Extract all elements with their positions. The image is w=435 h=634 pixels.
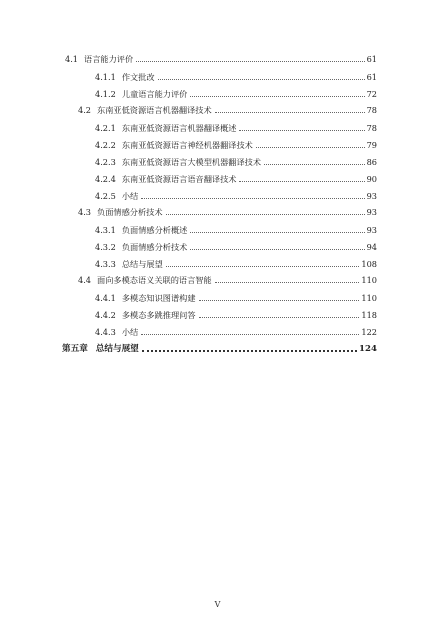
- toc-entry-page: 93: [366, 225, 377, 235]
- toc-entry-title: 东南亚低资源语言语音翻译技术: [121, 174, 237, 184]
- toc-leader-dots: [239, 129, 364, 131]
- toc-entry-number: 4.2.1: [95, 123, 116, 133]
- toc-entry-page: 61: [366, 54, 377, 64]
- toc-entry-4-3[interactable]: [78, 203, 377, 217]
- toc-entry-page: 72: [366, 89, 377, 99]
- toc-entry-page: 78: [366, 123, 377, 133]
- toc-leader-dots: [190, 248, 364, 250]
- toc-entry-title: 小结: [121, 327, 139, 337]
- toc-entry-number: 4.2.4: [95, 174, 116, 184]
- toc-leader-dots: [158, 78, 365, 80]
- toc-entry-4-2-4[interactable]: [95, 170, 377, 184]
- toc-entry-page: 122: [361, 327, 377, 337]
- toc-leader-dots: [199, 299, 360, 301]
- toc-entry-page: 86: [366, 157, 377, 167]
- toc-entry-number: 4.3.1: [95, 225, 116, 235]
- toc-entry-number: 4.1.2: [95, 89, 116, 99]
- toc-entry-chapter-5[interactable]: [62, 340, 377, 354]
- toc-entry-4-3-1[interactable]: [95, 221, 377, 235]
- toc-entry-page: 124: [359, 344, 377, 354]
- toc-leader-dots: [199, 316, 360, 318]
- toc-entry-title: 作文批改: [121, 72, 155, 82]
- toc-entry-4-1-1[interactable]: [95, 68, 377, 82]
- toc-entry-page: 93: [366, 207, 377, 217]
- toc-entry-title: 负面情感分析技术: [97, 207, 163, 217]
- toc-entry-number: 4.2: [78, 105, 92, 115]
- toc-leader-dots: [141, 333, 359, 335]
- toc-entry-number: 4.1: [65, 54, 79, 64]
- toc-entry-4-2[interactable]: [78, 101, 377, 115]
- toc-entry-number: 4.1.1: [95, 72, 116, 82]
- toc-entry-4-1-2[interactable]: [95, 85, 377, 99]
- toc-entry-title: 语言能力评价: [84, 54, 134, 64]
- toc-leader-dots: [215, 281, 360, 283]
- toc-entry-page: 118: [361, 310, 377, 320]
- toc-entry-4-4-1[interactable]: [95, 289, 377, 303]
- toc-entry-title: 多模态知识图谱构建: [121, 293, 196, 303]
- toc-entry-number: 4.4: [78, 275, 92, 285]
- toc-entry-4-4-2[interactable]: [95, 306, 377, 320]
- toc-leader-dots: [264, 163, 365, 165]
- toc-entry-page: 78: [366, 105, 377, 115]
- toc-entry-page: 93: [366, 191, 377, 201]
- toc-entry-number: 4.3.2: [95, 242, 116, 252]
- toc-entry-number: 4.4.2: [95, 310, 116, 320]
- toc-entry-4-3-3[interactable]: [95, 255, 377, 269]
- toc-entry-title: 负面情感分析概述: [121, 225, 188, 235]
- toc-leader-dots: [256, 146, 365, 148]
- toc-entry-title: 总结与展望: [95, 344, 139, 354]
- toc-entry-page: 110: [361, 275, 377, 285]
- toc-entry-4-1[interactable]: [65, 50, 377, 64]
- toc-entry-title: 小结: [121, 191, 139, 201]
- toc-leader-dots: [215, 111, 365, 113]
- toc-entry-title: 总结与展望: [121, 259, 163, 269]
- toc-leader-dots: [166, 213, 365, 215]
- toc-entry-number: 4.3: [78, 207, 92, 217]
- toc-leader-dots: [136, 60, 364, 62]
- toc-entry-page: 94: [366, 242, 377, 252]
- toc-entry-title: 东南亚低资源语言机器翻译概述: [121, 123, 237, 133]
- toc-entry-4-2-2[interactable]: [95, 136, 377, 150]
- toc-entry-title: 负面情感分析技术: [121, 242, 188, 252]
- toc-entry-4-3-2[interactable]: [95, 238, 377, 252]
- toc-entry-4-4[interactable]: [78, 271, 377, 285]
- toc-entry-4-2-3[interactable]: [95, 153, 377, 167]
- toc-entry-4-2-1[interactable]: [95, 119, 377, 133]
- toc-entry-number: 4.3.3: [95, 259, 116, 269]
- toc-entry-page: 108: [361, 259, 377, 269]
- toc-entry-title: 东南亚低资源语言大模型机器翻译技术: [121, 157, 262, 167]
- toc-entry-title: 东南亚低资源语言机器翻译技术: [97, 105, 212, 115]
- toc-entry-4-2-5[interactable]: [95, 187, 377, 201]
- toc-entry-number: 4.2.2: [95, 140, 116, 150]
- toc-entry-title: 面向多模态语义关联的语言智能: [97, 275, 212, 285]
- toc-entry-page: 90: [366, 174, 377, 184]
- toc-entry-4-4-3[interactable]: [95, 323, 377, 337]
- toc-leader-dots: [141, 197, 364, 199]
- toc-entry-page: 79: [366, 140, 377, 150]
- toc-entry-page: 110: [361, 293, 377, 303]
- toc-leader-dots: [142, 349, 357, 352]
- toc-entry-title: 多模态多跳推理问答: [121, 310, 196, 320]
- toc-leader-dots: [166, 265, 360, 267]
- toc-leader-dots: [190, 95, 364, 97]
- toc-entry-page: 61: [366, 72, 377, 82]
- toc-leader-dots: [190, 231, 364, 233]
- toc-entry-number: 4.4.3: [95, 327, 116, 337]
- toc-entry-number: 4.2.3: [95, 157, 116, 167]
- toc-entry-number: 4.2.5: [95, 191, 116, 201]
- toc-entry-title: 儿童语言能力评价: [121, 89, 188, 99]
- toc-entry-title: 东南亚低资源语言神经机器翻译技术: [121, 140, 253, 150]
- toc-entry-number: 4.4.1: [95, 293, 116, 303]
- page-number: V: [214, 600, 221, 609]
- toc-entry-number: 第五章: [62, 344, 88, 354]
- toc-leader-dots: [239, 180, 364, 182]
